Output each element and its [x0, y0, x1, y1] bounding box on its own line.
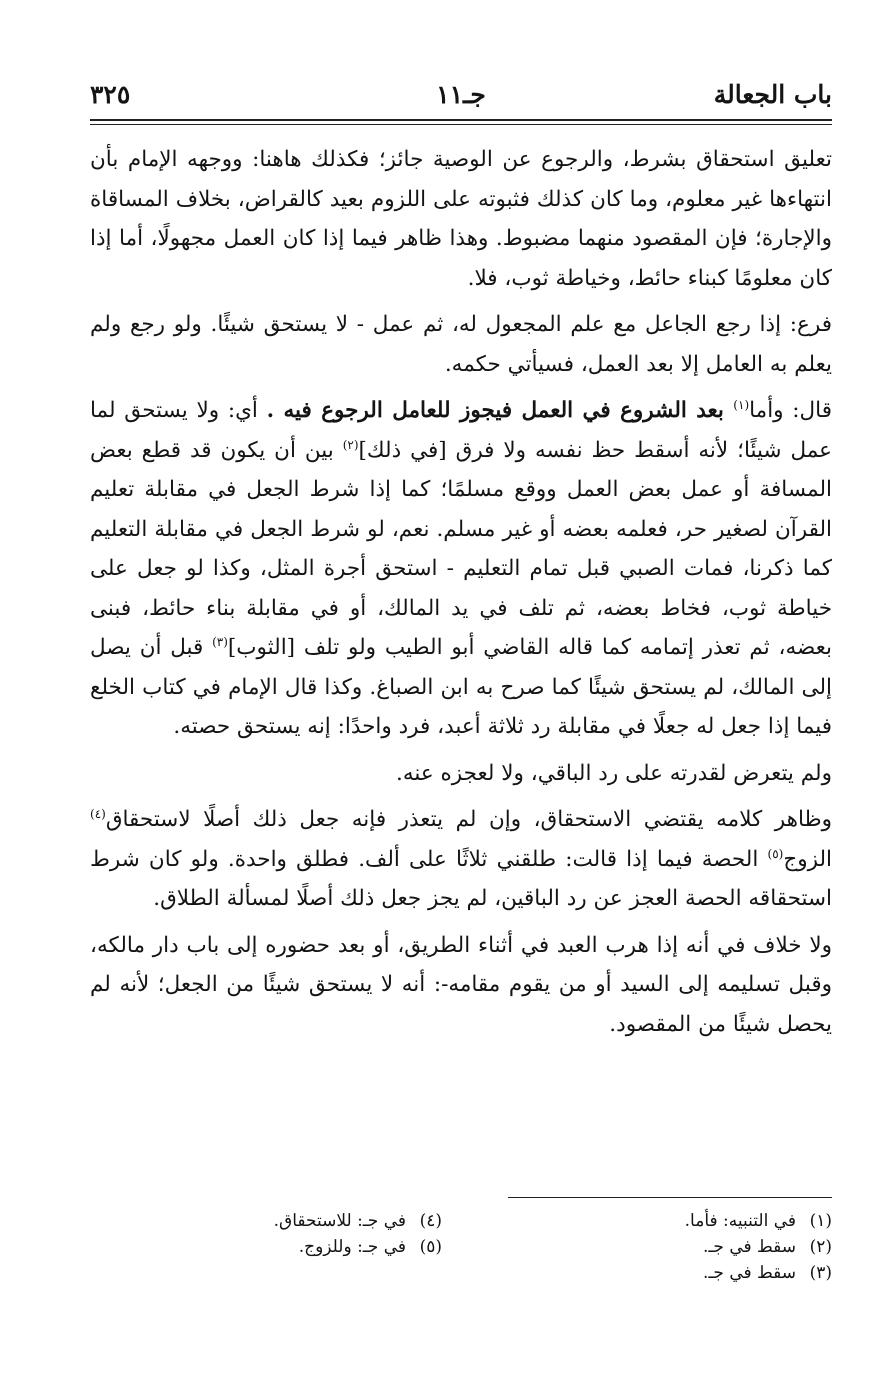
header-rule-thin: [90, 124, 832, 125]
footnotes: [90, 1208, 832, 1318]
paragraph-text: قبل أن يصل إلى المالك، لم يستحق شيئًا كما صرح به ابن الصباغ. وكذا قال الإمام في كتاب الخلع فيما إذا جعل له جعلًا في مقابلة رد ثلاثة أعبد، فرد واحدًا: إنه يستحق حصته.: [90, 635, 832, 739]
paragraph-text: وظاهر كلامه يقتضي الاستحقاق، وإن لم يتعذر فإنه جعل ذلك أصلًا لاستحقاق: [105, 807, 832, 832]
paragraph: تعليق استحقاق بشرط، والرجوع عن الوصية جائز؛ فكذلك هاهنا: ووجهه الإمام بأن انتهاءها غير معلوم، وما كان كذلك فثبوته على اللزوم بعيد كالقراض، بخلاف المساقاة والإجارة؛ فإن المقصود منهما مضبوط. وهذا ظاهر فيما إذا كان العمل مجهولًا، أما إذا كان معلومًا كبناء حائط، وخياطة ثوب، فلا.: [90, 147, 832, 291]
footnote-separator: [508, 1197, 832, 1198]
paragraph-text: أي: ولا يستحق لما عمل شيئًا؛ لأنه أسقط حظ نفسه ولا فرق [في ذلك]: [90, 398, 832, 463]
footnote-ref: (٥): [767, 846, 784, 861]
main-text: [90, 140, 832, 1051]
page-number: ٣٢٥: [90, 80, 131, 109]
paragraph-text: الزوج: [783, 846, 832, 872]
footnote: [482, 1208, 832, 1234]
paragraph: [90, 800, 832, 919]
footnote-text: سقط في جـ.: [703, 1237, 796, 1257]
footnote: [90, 1234, 442, 1260]
paragraph-text: الحصة فيما إذا قالت: طلقني ثلاثًا على ألف. فطلق واحدة. ولو كان شرط استحقاقه الحصة العجز عن رد الباقين، لم يجز جعل ذلك أصلًا لمسألة الطلاق.: [90, 846, 832, 911]
running-header: [90, 80, 832, 116]
volume-label: جـ١١: [436, 80, 486, 109]
paragraph: [90, 391, 832, 747]
footnote: [482, 1260, 832, 1286]
footnote-text: في جـ: وللزوج.: [298, 1237, 406, 1257]
footnote-ref: (٤): [90, 806, 106, 821]
footnote-column-right: [482, 1208, 832, 1286]
paragraph: ولا خلاف في أنه إذا هرب العبد في أثناء الطريق، أو بعد حضوره إلى باب دار مالكه، وقبل تسليمه إلى السيد أو من يقوم مقامه-: أنه لا يستحق شيئًا من الجعل؛ لأنه لم يحصل شيئًا من المقصود.: [90, 932, 832, 1037]
footnote-text: في التنبيه: فأما.: [684, 1211, 796, 1231]
footnote-ref: (٣): [212, 634, 228, 649]
paragraph-text: بين أن يكون قد قطع بعض المسافة أو عمل بعض العمل ووقع مسلمًا؛ كما إذا شرط الجعل في مقابلة تعليم القرآن لصغير حر، فعلمه بعضه أو غير مسلم. نعم، لو شرط الجعل في مقابلة التعليم كما ذكرنا، فمات الصبي قبل تمام التعليم - استحق أجرة المثل، وكذا لو جعل على خياطة ثوب، فخاط بعضه، ثم تلف في يد المالك، أو في مقابلة بناء حائط، فبنى بعضه، ثم تعذر إتمامه كما قاله القاضي أبو الطيب ولو تلف [الثوب]: [90, 437, 832, 660]
footnote-number: (١): [809, 1211, 832, 1231]
header-rule-thick: [90, 119, 832, 121]
footnote-text: في جـ: للاستحقاق.: [273, 1211, 406, 1231]
quoted-matn: بعد الشروع في العمل فيجوز للعامل الرجوع فيه .: [266, 398, 734, 423]
paragraph-text: قال: وأما: [749, 398, 832, 423]
footnote-number: (٣): [809, 1263, 832, 1283]
footnote: [482, 1234, 832, 1260]
footnote-number: (٥): [419, 1237, 442, 1257]
paragraph: فرع: إذا رجع الجاعل مع علم المجعول له، ثم عمل - لا يستحق شيئًا. ولو رجع ولم يعلم به العامل إلا بعد العمل، فسيأتي حكمه.: [90, 312, 832, 377]
paragraph: ولم يتعرض لقدرته على رد الباقي، ولا لعجزه عنه.: [396, 760, 832, 786]
footnote-column-left: [90, 1208, 442, 1260]
footnote-text: سقط في جـ.: [703, 1263, 796, 1283]
footnote: [90, 1208, 442, 1234]
footnote-number: (٤): [419, 1211, 442, 1231]
footnote-ref: (١): [733, 397, 750, 412]
footnote-ref: (٢): [342, 437, 359, 452]
chapter-title: باب الجعالة: [713, 80, 832, 109]
footnote-number: (٢): [809, 1237, 832, 1257]
